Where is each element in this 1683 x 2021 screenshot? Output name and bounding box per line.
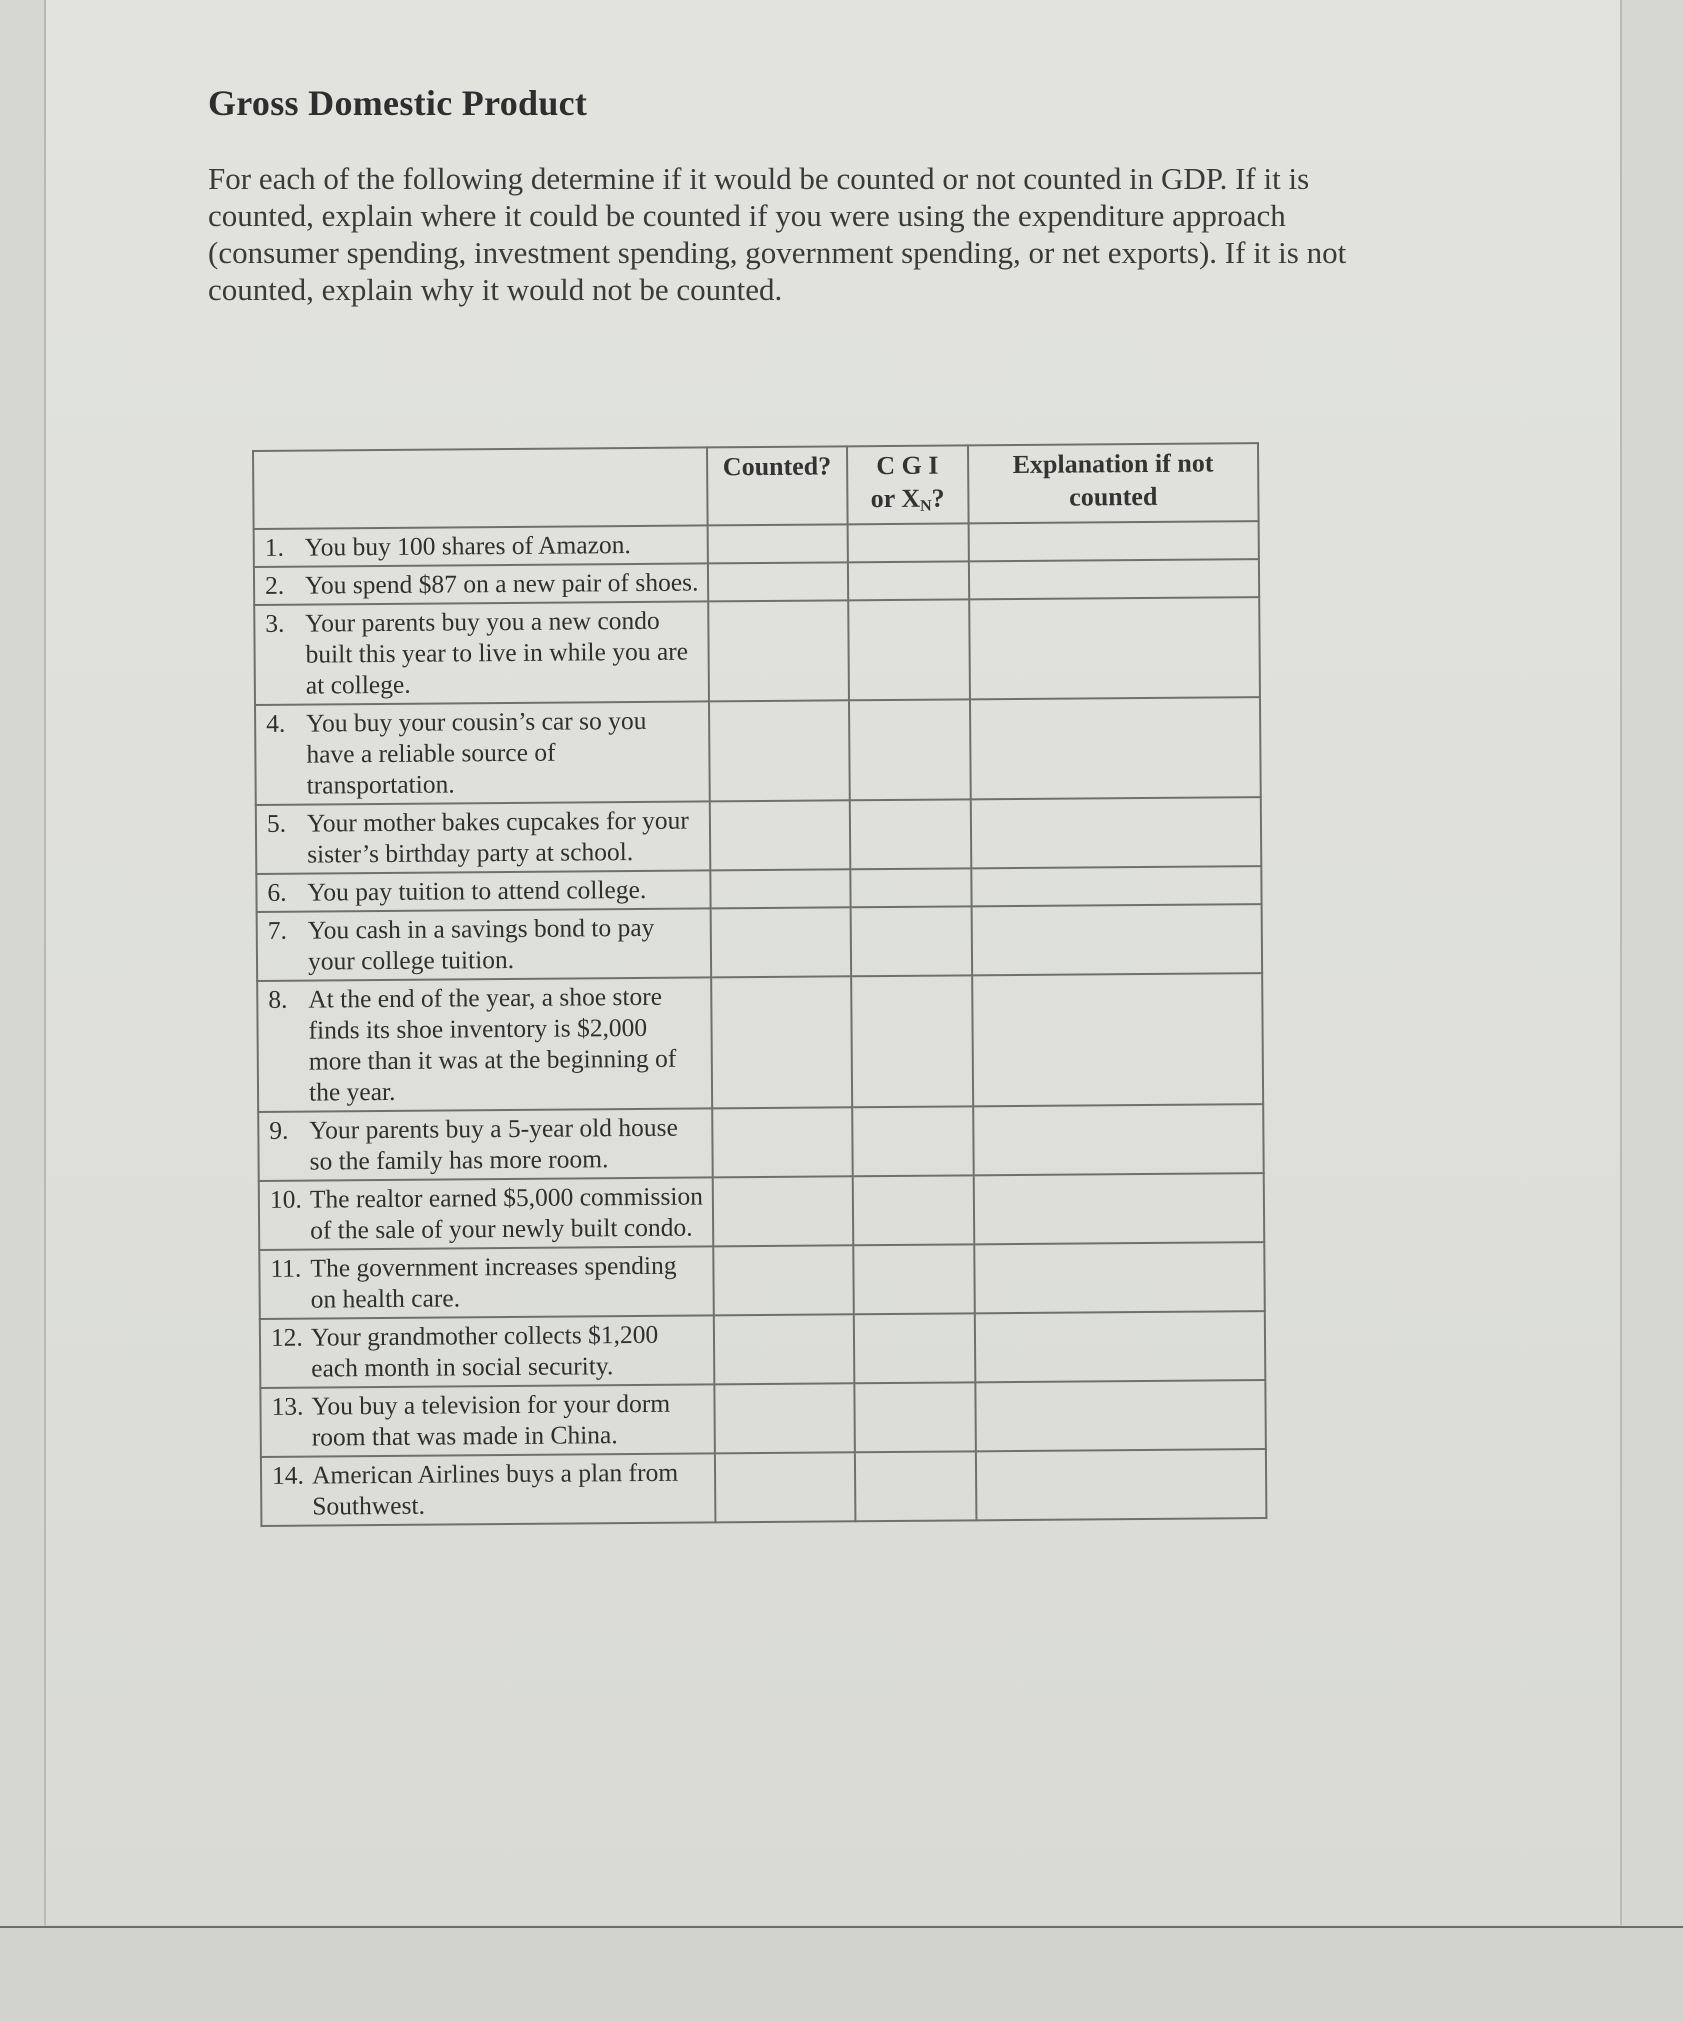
item-number: 13. <box>271 1391 304 1421</box>
counted-cell[interactable] <box>712 1107 852 1177</box>
item-text: You cash in a savings bond to pay your college tuition. <box>307 912 655 976</box>
item-content <box>257 871 709 911</box>
item-text: You buy your cousin’s car so you have a reliable source of transportation. <box>306 705 647 800</box>
item-cell <box>260 1315 715 1388</box>
item-number: 11. <box>270 1253 302 1283</box>
explanation-cell[interactable] <box>973 1104 1264 1175</box>
page-title: Gross Domestic Product <box>208 83 588 123</box>
background-left <box>0 0 44 1926</box>
cgi-cell[interactable] <box>854 1313 976 1383</box>
item-text: The government increases spending on health care. <box>310 1250 677 1314</box>
counted-cell[interactable] <box>710 800 850 870</box>
table-row <box>261 1449 1267 1526</box>
explanation-cell[interactable] <box>974 1173 1265 1244</box>
background-bottom <box>0 1928 1683 2021</box>
item-number: 3. <box>265 608 285 638</box>
explanation-cell[interactable] <box>975 1380 1266 1451</box>
explanation-cell[interactable] <box>969 559 1259 599</box>
explanation-cell[interactable] <box>971 904 1262 975</box>
item-cell <box>254 563 708 605</box>
table-row <box>260 1311 1266 1388</box>
cgi-cell[interactable] <box>850 906 972 976</box>
item-number: 14. <box>271 1460 305 1490</box>
item-content <box>255 602 708 704</box>
item-content <box>261 1316 714 1387</box>
item-text: You buy a television for your dorm room that was made in China. <box>311 1388 671 1452</box>
item-text: American Airlines buys a plan from Southwest. <box>311 1457 679 1521</box>
item-content <box>262 1454 715 1525</box>
header-counted <box>707 446 847 525</box>
explanation-cell[interactable] <box>971 797 1262 868</box>
item-cell <box>256 801 711 874</box>
item-content <box>256 702 709 804</box>
cgi-cell[interactable] <box>850 868 971 907</box>
item-cell <box>256 870 710 912</box>
item-cell <box>258 1108 713 1181</box>
item-cell <box>259 1177 714 1250</box>
explanation-cell[interactable] <box>970 697 1261 799</box>
item-text: Your parents buy a 5-year old house so the family has more room. <box>309 1112 678 1176</box>
explanation-cell[interactable] <box>971 866 1261 906</box>
item-number: 12. <box>270 1322 303 1352</box>
item-content <box>260 1178 713 1249</box>
header-explanation-line1: Explanation if not <box>1012 448 1214 480</box>
instructions-paragraph: For each of the following determine if it would be counted or not counted in GDP. If it is counted, explain where it could be counted if you were using the expenditure approach (consumer spending, investment spending, government spending, or net exports). If it is not counted, explain why it would not be counted. <box>208 161 1347 307</box>
item-text: Your grandmother collects $1,200 each month in social security. <box>310 1319 659 1383</box>
item-number: 7. <box>267 915 288 945</box>
counted-cell[interactable] <box>710 869 850 908</box>
explanation-cell[interactable] <box>976 1449 1267 1520</box>
header-explanation <box>968 443 1259 523</box>
table-row <box>257 904 1263 981</box>
counted-cell[interactable] <box>708 524 848 563</box>
item-number: 5. <box>266 808 287 838</box>
cgi-cell[interactable] <box>854 1382 976 1452</box>
item-cell <box>260 1384 715 1457</box>
item-number: 4. <box>266 708 286 738</box>
header-item <box>253 447 708 529</box>
cgi-cell[interactable] <box>855 1451 977 1521</box>
counted-cell[interactable] <box>708 562 848 601</box>
item-content <box>260 1247 713 1318</box>
item-text: You buy 100 shares of Amazon. <box>304 530 631 562</box>
table-row <box>256 797 1262 874</box>
item-number: 9. <box>269 1115 289 1145</box>
item-number: 6. <box>267 877 287 907</box>
counted-cell[interactable] <box>715 1452 855 1522</box>
header-cgi-line1: C G I <box>876 450 939 481</box>
counted-cell[interactable] <box>709 700 849 801</box>
cgi-cell[interactable] <box>852 1106 974 1176</box>
cgi-cell[interactable] <box>852 1175 974 1245</box>
item-text: Your parents buy you a new condo built this year to live in while you are at college. <box>305 605 689 700</box>
item-content <box>258 978 711 1111</box>
table-header-row <box>253 443 1259 529</box>
table-row <box>259 1173 1265 1250</box>
table-row <box>257 973 1263 1112</box>
table-row <box>254 597 1260 705</box>
header-explanation-line2: counted <box>1069 481 1158 512</box>
table-row <box>258 1104 1264 1181</box>
header-cgi-line2 <box>848 481 967 523</box>
table-row <box>255 697 1261 805</box>
item-cell <box>254 525 708 567</box>
explanation-cell[interactable] <box>974 1242 1265 1313</box>
header-cgi-prefix: or X <box>870 483 921 514</box>
item-content <box>258 909 711 980</box>
item-text: The realtor earned $5,000 commission of the sale of your newly built condo. <box>309 1181 704 1245</box>
table-row <box>260 1380 1266 1457</box>
item-cell <box>257 908 712 981</box>
explanation-cell[interactable] <box>969 597 1260 699</box>
item-text: You spend $87 on a new pair of shoes. <box>304 567 699 600</box>
item-cell <box>259 1246 714 1319</box>
item-cell <box>257 977 712 1112</box>
cgi-cell[interactable] <box>853 1244 975 1314</box>
header-counted-label: Counted? <box>722 451 832 482</box>
header-cgi <box>847 445 969 524</box>
item-text: You pay tuition to attend college. <box>307 874 647 907</box>
item-number: 10. <box>269 1184 302 1214</box>
item-content <box>255 526 707 566</box>
background-right <box>1620 0 1683 1926</box>
item-content <box>257 802 710 873</box>
item-cell <box>261 1453 716 1526</box>
counted-cell[interactable] <box>708 600 848 701</box>
counted-cell[interactable] <box>714 1314 854 1384</box>
cgi-cell[interactable] <box>848 561 969 600</box>
item-number: 2. <box>264 570 285 600</box>
item-content <box>259 1109 712 1180</box>
gdp-worksheet-table <box>252 442 1267 1527</box>
cgi-cell[interactable] <box>848 599 970 700</box>
explanation-cell[interactable] <box>972 973 1263 1106</box>
cgi-cell[interactable] <box>847 523 968 562</box>
cgi-cell[interactable] <box>849 699 971 800</box>
item-content <box>261 1385 714 1456</box>
counted-cell[interactable] <box>711 976 852 1108</box>
item-cell <box>255 701 710 805</box>
item-number: 8. <box>268 984 288 1014</box>
item-text: Your mother bakes cupcakes for your sister’s birthday party at school. <box>306 805 689 869</box>
explanation-cell[interactable] <box>968 521 1258 561</box>
counted-cell[interactable] <box>713 1245 853 1315</box>
table-row <box>259 1242 1265 1319</box>
counted-cell[interactable] <box>714 1383 854 1453</box>
header-cgi-suffix: ? <box>931 483 945 513</box>
counted-cell[interactable] <box>713 1176 853 1246</box>
item-content <box>255 564 707 604</box>
header-cgi-subscript: N <box>920 497 932 515</box>
cgi-cell[interactable] <box>851 975 973 1107</box>
item-text: At the end of the year, a shoe store finds its shoe inventory is $2,000 more than it was at the beginning of the year. <box>308 981 677 1107</box>
item-cell <box>254 601 709 705</box>
counted-cell[interactable] <box>711 907 851 977</box>
cgi-cell[interactable] <box>849 799 971 869</box>
explanation-cell[interactable] <box>975 1311 1266 1382</box>
item-number: 1. <box>264 532 285 562</box>
